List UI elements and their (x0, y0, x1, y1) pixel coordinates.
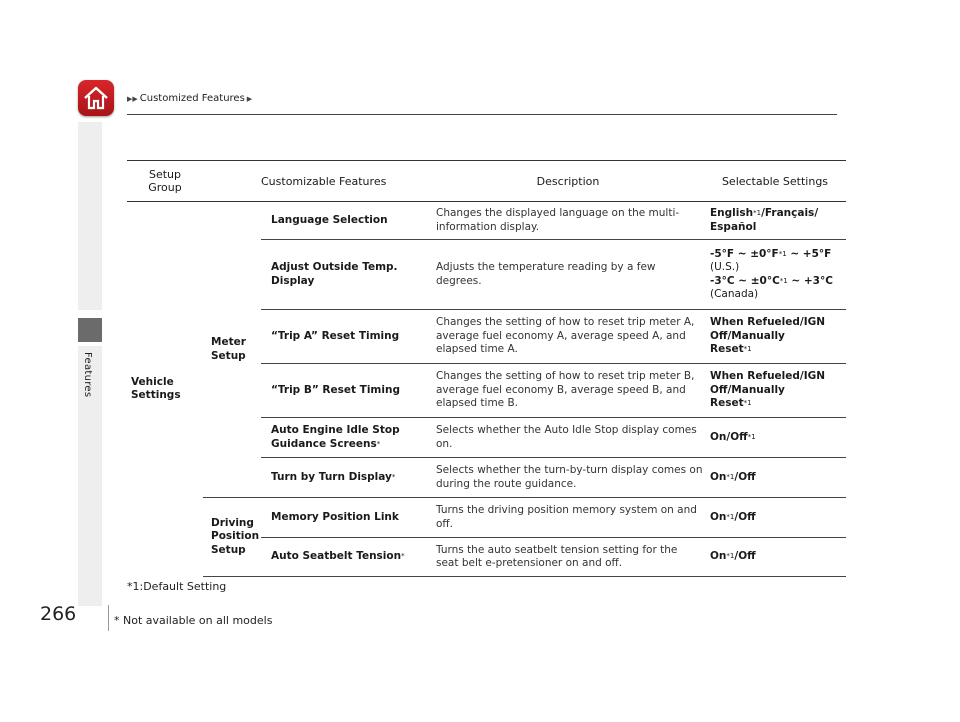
feature-name: Memory Position Link (261, 498, 432, 538)
feature-description: Adjusts the temperature reading by a few degrees. (432, 240, 704, 310)
side-tab-features-marker[interactable] (78, 318, 102, 342)
feature-settings: On$^{*1}$/Off (704, 538, 846, 577)
default-setting-footnote: *1:Default Setting (127, 580, 227, 593)
breadcrumb-arrow-icon: ▶ (246, 94, 253, 103)
feature-name: “Trip A” Reset Timing (261, 310, 432, 364)
side-tab-top (78, 122, 102, 310)
feature-settings: English$^{*1}$/Français/ Español (704, 202, 846, 240)
breadcrumb[interactable] (127, 93, 252, 104)
feature-name: Turn by Turn Display* (261, 458, 432, 498)
home-icon (83, 86, 109, 110)
header-spacer (203, 161, 261, 202)
feature-settings: When Refueled/IGN Off/Manually Reset$^{*1}$ (704, 310, 846, 364)
feature-description: Selects whether the Auto Idle Stop display comes on. (432, 418, 704, 458)
feature-name: Language Selection (261, 202, 432, 240)
feature-description: Changes the setting of how to reset trip meter B, average fuel economy B, average speed B, and elapsed time B. (432, 364, 704, 418)
feature-settings: -5°F ~ $\pm 0^\circ F^{*1}$ ~ +5°F (U.S.) -3°C ~ $\pm 0^\circ C^{*1}$ ~ +3°C (Canada) (704, 240, 846, 310)
table-row (127, 498, 846, 538)
group-cell: Vehicle Settings (131, 375, 181, 402)
feature-name: Auto Engine Idle Stop Guidance Screens* (261, 418, 432, 458)
models-availability-note: * Not available on all models (114, 614, 273, 627)
header-features: Customizable Features (261, 161, 432, 202)
home-button[interactable] (78, 80, 114, 116)
feature-name: Adjust Outside Temp. Display (261, 240, 432, 310)
footer-divider (108, 605, 109, 631)
header-rule (127, 114, 837, 115)
header-settings: Selectable Settings (704, 161, 846, 202)
feature-description: Changes the displayed language on the multi-information display. (432, 202, 704, 240)
side-section-label: Features (82, 352, 93, 398)
sub-meter-cell: Meter Setup (211, 336, 246, 362)
feature-name: Auto Seatbelt Tension* (261, 538, 432, 577)
feature-settings: On$^{*1}$/Off (704, 458, 846, 498)
features-table (127, 160, 846, 577)
feature-description: Turns the driving position memory system on and off. (432, 498, 704, 538)
feature-description: Turns the auto seatbelt tension setting for the seat belt e-pretensioner on and off. (432, 538, 704, 577)
feature-settings: On/Off$^{*1}$ (704, 418, 846, 458)
breadcrumb-arrow-icon: ▶▶ (127, 94, 138, 103)
feature-description: Changes the setting of how to reset trip meter A, average fuel economy A, average speed A, and elapsed time A. (432, 310, 704, 364)
header-description: Description (432, 161, 704, 202)
feature-name: “Trip B” Reset Timing (261, 364, 432, 418)
feature-settings: When Refueled/IGN Off/Manually Reset$^{*1}$ (704, 364, 846, 418)
table-row (127, 202, 846, 240)
header-setup-group: Setup Group (127, 161, 203, 202)
feature-settings: On$^{*1}$/Off (704, 498, 846, 538)
page-number: 266 (40, 603, 77, 625)
feature-description: Selects whether the turn-by-turn display comes on during the route guidance. (432, 458, 704, 498)
breadcrumb-label: Customized Features (139, 93, 245, 104)
sub-driving-cell: Driving Position Setup (203, 498, 261, 577)
